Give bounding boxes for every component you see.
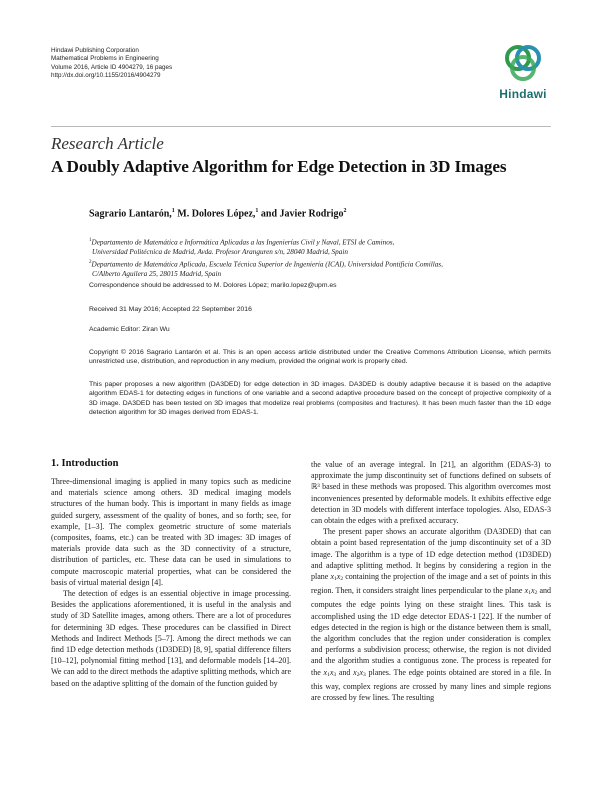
author-2-affil: 1 bbox=[255, 208, 259, 214]
doi-link[interactable]: http://dx.doi.org/10.1155/2016/4904279 bbox=[51, 72, 161, 80]
received-dates: Received 31 May 2016; Accepted 22 September 2016 bbox=[89, 306, 252, 313]
affiliation-2-cont: C/Alberto Aguilera 25, 28015 Madrid, Spain bbox=[92, 269, 222, 278]
intro-paragraph-4 bbox=[311, 526, 551, 703]
author-1[interactable]: Sagrario Lantarón, bbox=[89, 208, 172, 220]
hindawi-logo bbox=[494, 44, 552, 108]
intro-paragraph-2: The detection of edges is an essential objective in image processing. Besides the applications aforementioned, it is useful in the analysis and study of 3D Satellite images, among others. There are a lot of procedures for determining 3D edges. These procedures can be classified in Direct Methods and Indirect Methods [5–7]. Among the direct methods we can find 1D edge detection methods (1D3DED) [8, 9], spatial difference filters [10–12], polynomial fitting method [13], and deformable models [14–20]. We can add to the direct methods the adaptive splitting methods, which are based on the adaptive splitting of the domain of the function guided by bbox=[51, 589, 291, 688]
author-3-affil: 2 bbox=[343, 208, 347, 214]
affil-2-number: 2 bbox=[89, 259, 92, 265]
math-sub: 2 bbox=[534, 590, 538, 597]
math-sub: 2 bbox=[356, 671, 360, 678]
body-column-left bbox=[51, 476, 291, 689]
affil-1-line-1: Departamento de Matemática e Informática Aplicadas a las Ingenierías Civil y Naval, ETSI de Caminos, bbox=[91, 238, 395, 247]
math-x: x bbox=[359, 667, 363, 677]
para4-text-c: and computes the edge points lying on these straight lines. This task is accomplished using the 1D edge detector EDAS-1 [22]. If the number of edges detected in the region is high or the distance between them is small, the algorithm concludes that the region under consideration is complex and performs a subdivision process; otherwise, the region is not divided and the algorithm studies a contiguous zone. The process is repeated for the bbox=[311, 586, 551, 677]
math-sub: 1 bbox=[334, 576, 337, 583]
article-type: Research Article bbox=[51, 134, 164, 153]
math-sub: 3 bbox=[333, 671, 337, 678]
affiliations bbox=[89, 236, 443, 279]
logo-wordmark: Hindawi bbox=[499, 87, 547, 101]
para4-text-a: The present paper shows an accurate algorithm (DA3DED) that can obtain a point based representation of the jump discontinuity set of a 3D image. The algorithm is a type of 1D edge detection method (1D3DED) and adaptive splitting method. It begins by considering a region in the plane bbox=[311, 527, 551, 582]
publisher: Hindawi Publishing Corporation bbox=[51, 47, 139, 54]
volume-info: Volume 2016, Article ID 4904279, 16 pages bbox=[51, 63, 173, 71]
math-x: x bbox=[336, 572, 341, 582]
para4-text-d: and bbox=[336, 667, 354, 677]
header-divider bbox=[51, 126, 551, 127]
math-x: x bbox=[323, 667, 328, 677]
section-heading-introduction: 1. Introduction bbox=[51, 458, 119, 469]
math-x: x bbox=[330, 572, 335, 582]
affil-2-line-1: Departamento de Matemática Aplicada, Escuela Técnica Superior de Ingeniería (ICAI), Universidad Pontificia Comillas, bbox=[91, 259, 443, 268]
intro-paragraph-1: Three-dimensional imaging is applied in many topics such as medicine and materials science among others. 3D medical imaging models structures of the human body. This is important in many fields as image guided surgery, assessment of the quality of bones, and so forth; see, for example, [1–3]. The complex geometric structure of some materials (composites, foams, etc.) can be treated with 3D images: 3D images of materials provide data such as the 3D connectivity of a structure, distribution of particles, etc. These data can be used in simulations to compute macroscopic material properties, what can be considered the basis of virtual material design [4]. bbox=[51, 477, 291, 587]
article-title: A Doubly Adaptive Algorithm for Edge Detection in 3D Images bbox=[51, 157, 507, 176]
math-x: x bbox=[353, 667, 357, 677]
abstract: This paper proposes a new algorithm (DA3DED) for edge detection in 3D images. DA3DED is doubly adaptive because it is based on the adaptive algorithm EDAS-1 for detecting edges in functions of one variable and a second adaptive procedure based on the concept of projective complexity of a 3D image. DA3DED has been tested on 3D images that modelize real problems (composites and fractures). It has been much faster than the 1D edge detection algorithm for 3D images derived from EDAS-1. bbox=[89, 381, 551, 417]
copyright-notice: Copyright © 2016 Sagrario Lantarón et al. This is an open access article distributed under the Creative Commons Attribution License, which permits unrestricted use, distribution, and reproduction in any medium, provided the original work is properly cited. bbox=[89, 349, 551, 366]
intro-paragraph-3: the value of an average integral. In [21], an algorithm (EDAS-3) to approximate the jump discontinuity set of functions defined on subsets of ℝ³ based in these methods was proposed. This algorithm overcomes most inconveniences presented by deformable models. It exhibits effective edge detection in 3D models with different interface topologies. Also, EDAS-3 can obtain the edges with a prefixed accuracy. bbox=[311, 460, 551, 526]
author-1-affil: 1 bbox=[171, 208, 175, 214]
author-3[interactable]: and Javier Rodrigo bbox=[258, 208, 344, 220]
affiliation-2 bbox=[89, 258, 443, 270]
math-sub: 1 bbox=[528, 590, 531, 597]
math-sub: 1 bbox=[327, 671, 330, 678]
para4-text-e: planes. The edge points obtained are stored in a file. In this way, complex regions are crossed by many lines and simple regions are crossed by few lines. The resulting bbox=[311, 667, 551, 703]
academic-editor: Academic Editor: Ziran Wu bbox=[89, 326, 170, 333]
journal-header bbox=[51, 47, 172, 81]
math-x: x bbox=[530, 586, 535, 596]
math-sub: 3 bbox=[363, 671, 366, 678]
body-column-right bbox=[311, 459, 551, 703]
affiliation-1-cont: Universidad Politécnica de Madrid, Avda. Profesor Aranguren s/n, 28040 Madrid, Spain bbox=[92, 247, 348, 256]
math-x: x bbox=[329, 667, 334, 677]
affil-1-number: 1 bbox=[89, 238, 92, 243]
journal-name: Mathematical Problems in Engineering bbox=[51, 55, 159, 63]
author-list bbox=[89, 208, 347, 219]
hindawi-logo-icon bbox=[494, 44, 552, 86]
author-2[interactable]: M. Dolores López, bbox=[174, 208, 256, 220]
para4-text-b: containing the projection of the image and a set of points in this region. Then, it considers straight lines perpendicular to the plane bbox=[311, 572, 552, 596]
correspondence: Correspondence should be addressed to M. Dolores López; marilo.lopez@upm.es bbox=[89, 282, 337, 289]
affiliation-1 bbox=[89, 236, 443, 248]
math-sub: 2 bbox=[340, 576, 344, 583]
math-x: x bbox=[524, 586, 529, 596]
